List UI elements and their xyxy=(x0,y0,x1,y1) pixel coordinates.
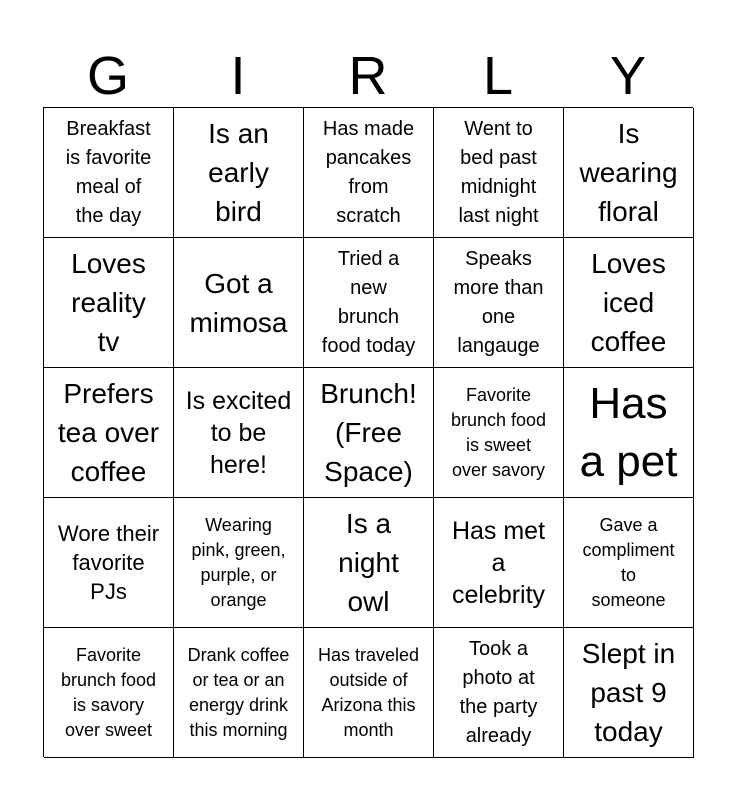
cell-text: Loves iced coffee xyxy=(590,248,667,357)
bingo-cell[interactable] xyxy=(304,368,434,498)
bingo-cell[interactable] xyxy=(174,498,304,628)
cell-text: Wore their favorite PJs xyxy=(57,521,160,604)
cell-text: Slept in past 9 today xyxy=(581,638,676,747)
cell-text: Drank coffee or tea or an energy drink this morning xyxy=(187,644,290,740)
free-space-text: Brunch! (Free Space) xyxy=(320,378,417,487)
bingo-cell[interactable] xyxy=(174,238,304,368)
cell-text: Prefers tea over coffee xyxy=(57,378,160,487)
bingo-cell[interactable] xyxy=(564,238,694,368)
cell-text: Is an early bird xyxy=(208,118,269,227)
cell-text: Went to bed past midnight last night xyxy=(458,117,539,227)
bingo-cell[interactable] xyxy=(564,628,694,758)
bingo-grid xyxy=(43,107,693,757)
cell-text: Speaks more than one langauge xyxy=(453,247,544,357)
cell-text: Is wearing floral xyxy=(579,118,678,227)
header-letter-r: R xyxy=(348,46,388,106)
bingo-cell[interactable] xyxy=(44,628,174,758)
bingo-cell[interactable] xyxy=(174,368,304,498)
header-letter-l: L xyxy=(482,46,514,106)
bingo-header xyxy=(43,44,693,108)
cell-text: Breakfast is favorite meal of the day xyxy=(65,117,152,227)
cell-text: Loves reality tv xyxy=(71,248,146,357)
cell-text: Got a mimosa xyxy=(189,267,288,338)
cell-text: Favorite brunch food is sweet over savory xyxy=(450,384,547,480)
cell-text: Has met a celebrity xyxy=(451,516,546,609)
cell-text: Wearing pink, green, purple, or orange xyxy=(191,514,286,610)
cell-text: Has a pet xyxy=(579,378,678,486)
bingo-cell[interactable] xyxy=(304,498,434,628)
bingo-cell[interactable] xyxy=(304,238,434,368)
cell-text: Tried a new brunch food today xyxy=(321,247,416,357)
bingo-cell[interactable] xyxy=(434,498,564,628)
bingo-cell[interactable] xyxy=(44,498,174,628)
bingo-cell[interactable] xyxy=(564,498,694,628)
bingo-cell[interactable] xyxy=(174,628,304,758)
bingo-cell[interactable] xyxy=(434,238,564,368)
cell-text: Gave a compliment to someone xyxy=(582,514,675,610)
cell-text: Has made pancakes from scratch xyxy=(322,117,415,227)
bingo-cell[interactable] xyxy=(44,108,174,238)
bingo-cell[interactable] xyxy=(434,628,564,758)
cell-text: Is a night owl xyxy=(338,508,399,617)
bingo-cell[interactable] xyxy=(304,108,434,238)
bingo-cell[interactable] xyxy=(304,628,434,758)
header-letter-g: G xyxy=(86,46,129,106)
bingo-cell[interactable] xyxy=(44,238,174,368)
cell-text: Has traveled outside of Arizona this month xyxy=(317,644,420,740)
bingo-cell[interactable] xyxy=(564,108,694,238)
header-letter-i: I xyxy=(230,46,246,106)
bingo-cell[interactable] xyxy=(434,368,564,498)
bingo-cell[interactable] xyxy=(564,368,694,498)
cell-text: Is excited to be here! xyxy=(185,386,292,479)
cell-text: Took a photo at the party already xyxy=(459,637,538,747)
cell-text: Favorite brunch food is savory over sweet xyxy=(60,644,157,740)
bingo-cell[interactable] xyxy=(174,108,304,238)
header-letter-y: Y xyxy=(609,46,647,106)
bingo-cell[interactable] xyxy=(44,368,174,498)
bingo-cell[interactable] xyxy=(434,108,564,238)
